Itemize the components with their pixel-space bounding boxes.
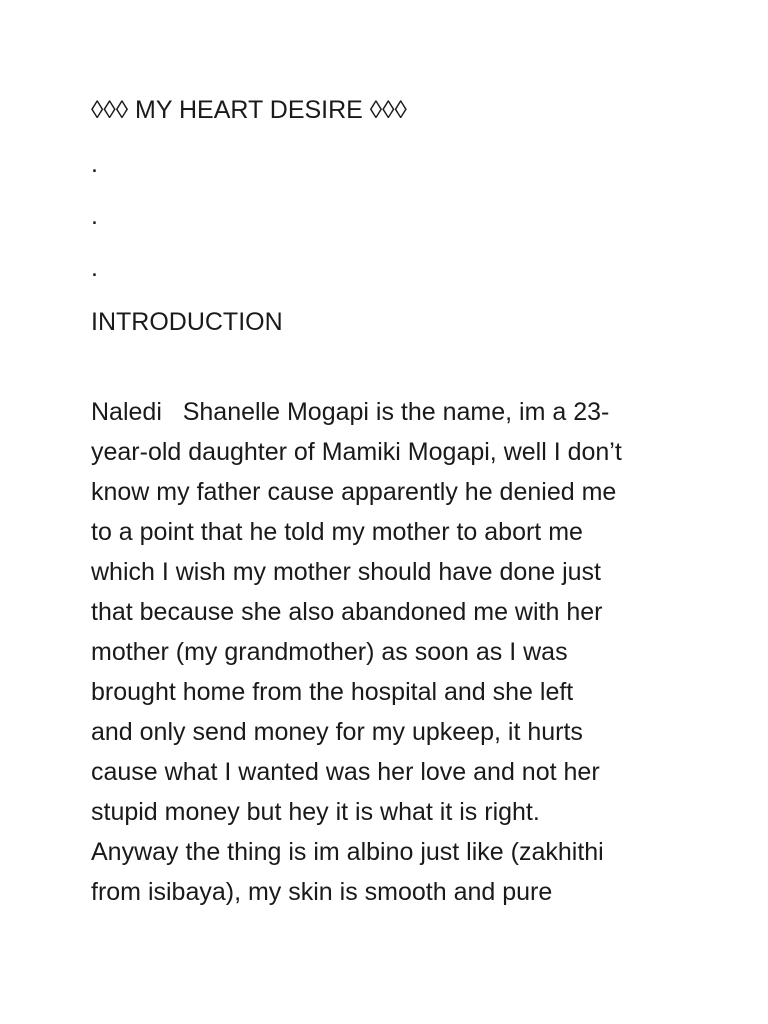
section-heading: INTRODUCTION (91, 308, 283, 336)
body-paragraph: Naledi Shanelle Mogapi is the name, im a 23- year-old daughter of Mamiki Mogapi, well I don’t know my father cause apparently he denied me to a point that he told my mother to abort me which I wish my mother should have done just that because she also abandoned me with her mother (my grandmother) as soon as I was brought home from the hospital and she left and only send money for my upkeep, it hurts cause what I wanted was her love and not her stupid money but hey it is what it is right. Anyway the thing is im albino just like (zakhithi from isibaya), my skin is smooth and pure (91, 398, 622, 906)
story-title: ◊◊◊ MY HEART DESIRE ◊◊◊ (91, 96, 407, 124)
separator-dot: . (91, 202, 98, 230)
separator-dot: . (91, 150, 98, 178)
separator-dot: . (91, 254, 98, 282)
